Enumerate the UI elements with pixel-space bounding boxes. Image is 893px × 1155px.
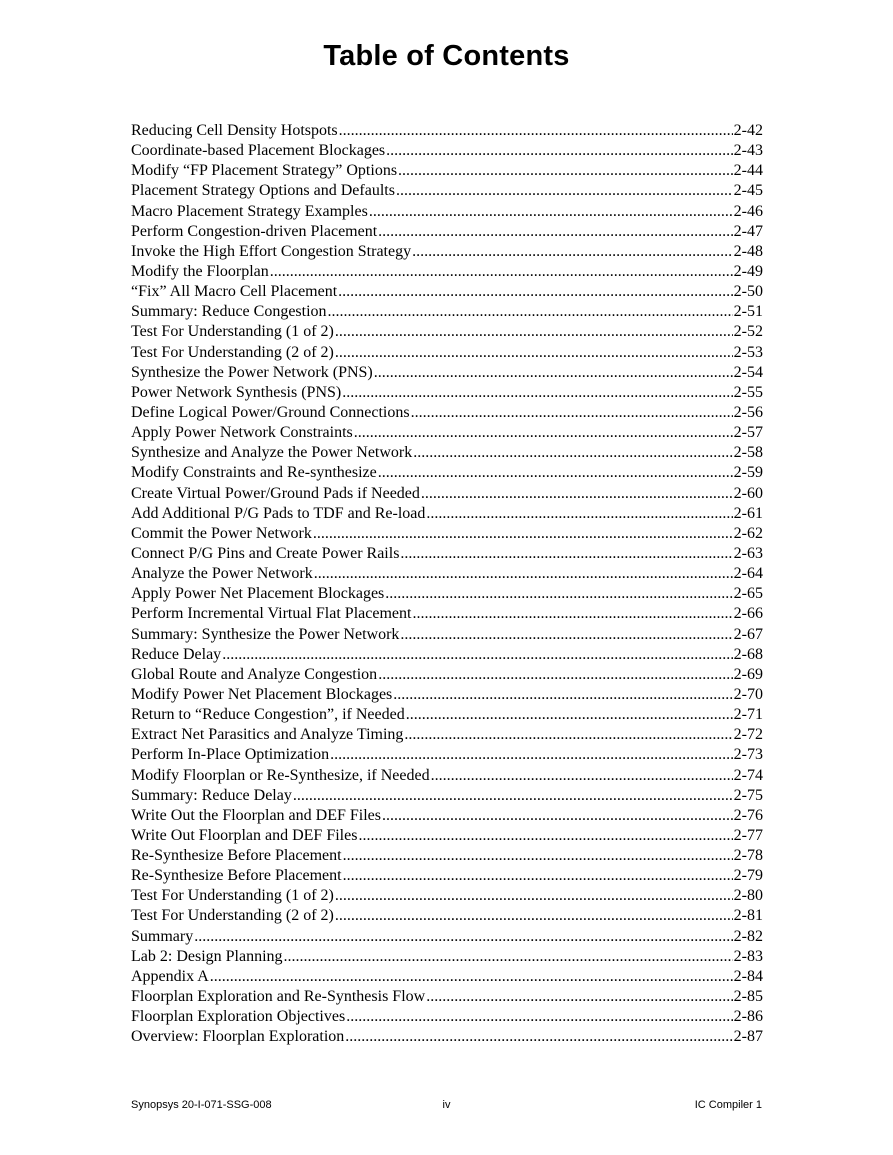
toc-entry[interactable]: [131, 947, 763, 967]
toc-entry[interactable]: [131, 1027, 763, 1047]
toc-entry[interactable]: [131, 423, 763, 443]
toc-entry-label: Synthesize and Analyze the Power Network: [131, 444, 413, 462]
toc-entry[interactable]: [131, 282, 763, 302]
toc-entry-label: Test For Understanding (2 of 2): [131, 343, 334, 361]
toc-entry-label: Return to “Reduce Congestion”, if Needed: [131, 706, 405, 724]
toc-entry-page-number: 2-62: [733, 524, 763, 542]
toc-entry-page-number: 2-52: [733, 323, 763, 341]
toc-dot-leader: [345, 1027, 732, 1047]
toc-entry[interactable]: [131, 645, 763, 665]
toc-entry[interactable]: [131, 826, 763, 846]
toc-entry[interactable]: [131, 685, 763, 705]
toc-dot-leader: [382, 806, 733, 826]
toc-entry-label: Summary: Reduce Congestion: [131, 303, 327, 321]
toc-entry-label: Connect P/G Pins and Create Power Rails: [131, 544, 400, 562]
toc-dot-leader: [284, 947, 733, 967]
toc-entry[interactable]: [131, 322, 763, 342]
toc-entry-page-number: 2-81: [733, 907, 763, 925]
toc-entry[interactable]: [131, 604, 763, 624]
toc-entry-label: Macro Placement Strategy Examples: [131, 202, 368, 220]
toc-entry-page-number: 2-64: [733, 565, 763, 583]
toc-entry-page-number: 2-51: [733, 303, 763, 321]
toc-entry-label: Apply Power Net Placement Blockages: [131, 585, 385, 603]
toc-entry-page-number: 2-84: [733, 967, 763, 985]
toc-dot-leader: [400, 625, 732, 645]
toc-entry[interactable]: [131, 987, 763, 1007]
toc-dot-leader: [374, 363, 733, 383]
toc-entry[interactable]: [131, 564, 763, 584]
toc-entry-page-number: 2-73: [733, 746, 763, 764]
toc-entry-page-number: 2-75: [733, 786, 763, 804]
toc-dot-leader: [412, 242, 733, 262]
toc-entry-label: Test For Understanding (1 of 2): [131, 887, 334, 905]
toc-entry[interactable]: [131, 242, 763, 262]
toc-dot-leader: [335, 343, 733, 363]
toc-entry-page-number: 2-65: [733, 585, 763, 603]
toc-dot-leader: [369, 202, 733, 222]
toc-entry-label: Add Additional P/G Pads to TDF and Re-load: [131, 504, 426, 522]
toc-entry-page-number: 2-86: [733, 1008, 763, 1026]
toc-dot-leader: [385, 584, 732, 604]
toc-dot-leader: [314, 564, 733, 584]
toc-dot-leader: [335, 886, 733, 906]
toc-dot-leader: [386, 141, 733, 161]
toc-entry-page-number: 2-74: [733, 766, 763, 784]
page-title: Table of Contents: [323, 40, 570, 72]
toc-entry[interactable]: [131, 141, 763, 161]
toc-entry-label: Invoke the High Effort Congestion Strategy: [131, 242, 412, 260]
toc-entry-page-number: 2-42: [733, 122, 763, 139]
toc-dot-leader: [378, 463, 733, 483]
toc-entry[interactable]: [131, 403, 763, 423]
toc-entry-label: Reduce Delay: [131, 645, 222, 663]
toc-dot-leader: [426, 504, 732, 524]
toc-dot-leader: [210, 967, 733, 987]
toc-entry[interactable]: [131, 866, 763, 886]
toc-entry[interactable]: [131, 121, 763, 141]
toc-entry[interactable]: [131, 725, 763, 745]
toc-entry[interactable]: [131, 766, 763, 786]
toc-entry-page-number: 2-71: [733, 706, 763, 724]
toc-entry-label: Floorplan Exploration and Re-Synthesis Flow: [131, 988, 426, 1006]
toc-entry-label: Perform Incremental Virtual Flat Placement: [131, 605, 412, 623]
footer-page-number: iv: [442, 1099, 451, 1111]
toc-dot-leader: [342, 383, 732, 403]
toc-entry-label: Analyze the Power Network: [131, 565, 313, 583]
toc-entry-label: Apply Power Network Constraints: [131, 424, 353, 442]
toc-entry-label: Perform In-Place Optimization: [131, 746, 330, 764]
toc-entry-label: Commit the Power Network: [131, 524, 312, 542]
toc-dot-leader: [396, 181, 733, 201]
toc-entry[interactable]: [131, 584, 763, 604]
toc-entry-label: Summary: Synthesize the Power Network: [131, 625, 400, 643]
toc-entry[interactable]: [131, 443, 763, 463]
toc-entry-page-number: 2-53: [733, 343, 763, 361]
toc-entry[interactable]: [131, 846, 763, 866]
toc-entry-label: Modify Floorplan or Re-Synthesize, if Needed: [131, 766, 430, 784]
toc-entry[interactable]: [131, 161, 763, 181]
toc-entry[interactable]: [131, 262, 763, 282]
toc-entry[interactable]: [131, 524, 763, 544]
toc-entry-label: Power Network Synthesis (PNS): [131, 383, 342, 401]
toc-entry-label: Summary: Reduce Delay: [131, 786, 292, 804]
toc-entry-page-number: 2-45: [733, 182, 763, 200]
toc-entry[interactable]: [131, 745, 763, 765]
toc-entry-page-number: 2-47: [733, 222, 763, 240]
toc-dot-leader: [338, 282, 733, 302]
toc-entry-label: Test For Understanding (2 of 2): [131, 907, 334, 925]
toc-entry[interactable]: [131, 625, 763, 645]
footer-document-id: Synopsys 20-I-071-SSG-008: [131, 1099, 272, 1111]
toc-dot-leader: [335, 906, 733, 926]
toc-entry-label: Modify “FP Placement Strategy” Options: [131, 162, 398, 180]
toc-dot-leader: [330, 745, 733, 765]
toc-entry[interactable]: [131, 363, 763, 383]
toc-dot-leader: [293, 786, 733, 806]
toc-dot-leader: [222, 645, 732, 665]
toc-entry-label: Modify the Floorplan: [131, 262, 269, 280]
toc-entry-page-number: 2-76: [733, 806, 763, 824]
toc-entry-page-number: 2-79: [733, 867, 763, 885]
toc-entry-page-number: 2-56: [733, 403, 763, 421]
toc-entry[interactable]: [131, 504, 763, 524]
toc-entry[interactable]: [131, 202, 763, 222]
toc-entry-label: Write Out the Floorplan and DEF Files: [131, 806, 381, 824]
toc-entry-page-number: 2-66: [733, 605, 763, 623]
toc-entry-page-number: 2-87: [733, 1028, 763, 1046]
toc-dot-leader: [413, 443, 732, 463]
toc-entry-page-number: 2-55: [733, 383, 763, 401]
toc-entry[interactable]: [131, 705, 763, 725]
toc-dot-leader: [354, 423, 733, 443]
toc-entry-label: Coordinate-based Placement Blockages: [131, 142, 386, 160]
toc-entry-label: Write Out Floorplan and DEF Files: [131, 826, 358, 844]
toc-entry-label: Global Route and Analyze Congestion: [131, 665, 378, 683]
toc-dot-leader: [400, 544, 732, 564]
table-of-contents: [131, 121, 763, 1047]
toc-entry-label: Re-Synthesize Before Placement: [131, 867, 342, 885]
toc-dot-leader: [412, 604, 732, 624]
toc-dot-leader: [270, 262, 733, 282]
toc-entry-label: Reducing Cell Density Hotspots: [131, 122, 338, 139]
toc-entry-label: Create Virtual Power/Ground Pads if Needed: [131, 484, 420, 502]
toc-entry-page-number: 2-49: [733, 262, 763, 280]
toc-entry-label: Floorplan Exploration Objectives: [131, 1008, 346, 1026]
toc-dot-leader: [378, 222, 733, 242]
toc-entry-label: Re-Synthesize Before Placement: [131, 847, 342, 865]
toc-dot-leader: [335, 322, 733, 342]
toc-entry[interactable]: [131, 181, 763, 201]
toc-entry-page-number: 2-48: [733, 242, 763, 260]
toc-entry-page-number: 2-54: [733, 363, 763, 381]
toc-entry-page-number: 2-82: [733, 927, 763, 945]
toc-entry-label: Synthesize the Power Network (PNS): [131, 363, 373, 381]
toc-entry-page-number: 2-78: [733, 847, 763, 865]
toc-entry-page-number: 2-46: [733, 202, 763, 220]
toc-entry-page-number: 2-50: [733, 283, 763, 301]
toc-dot-leader: [358, 826, 732, 846]
toc-entry[interactable]: [131, 383, 763, 403]
toc-entry-page-number: 2-85: [733, 988, 763, 1006]
toc-entry[interactable]: [131, 967, 763, 987]
toc-dot-leader: [343, 866, 733, 886]
toc-entry-label: Lab 2: Design Planning: [131, 947, 283, 965]
toc-dot-leader: [411, 403, 733, 423]
toc-dot-leader: [313, 524, 733, 544]
toc-entry[interactable]: [131, 544, 763, 564]
toc-entry[interactable]: [131, 806, 763, 826]
toc-dot-leader: [343, 846, 733, 866]
toc-dot-leader: [406, 705, 733, 725]
toc-entry-page-number: 2-59: [733, 464, 763, 482]
toc-entry[interactable]: [131, 665, 763, 685]
toc-entry[interactable]: [131, 1007, 763, 1027]
footer-product-name: IC Compiler 1: [694, 1099, 762, 1111]
toc-entry[interactable]: [131, 222, 763, 242]
toc-entry[interactable]: [131, 343, 763, 363]
toc-dot-leader: [339, 121, 733, 141]
toc-dot-leader: [194, 927, 732, 947]
toc-entry-label: Extract Net Parasitics and Analyze Timing: [131, 726, 404, 744]
toc-entry-label: “Fix” All Macro Cell Placement: [131, 283, 338, 301]
toc-entry-page-number: 2-70: [733, 685, 763, 703]
toc-entry-page-number: 2-69: [733, 665, 763, 683]
toc-entry[interactable]: [131, 463, 763, 483]
toc-entry-label: Appendix A: [131, 967, 209, 985]
toc-dot-leader: [346, 1007, 732, 1027]
toc-entry-page-number: 2-61: [733, 504, 763, 522]
toc-entry-page-number: 2-44: [733, 162, 763, 180]
toc-entry-page-number: 2-58: [733, 444, 763, 462]
toc-entry-page-number: 2-43: [733, 142, 763, 160]
toc-entry-label: Overview: Floorplan Exploration: [131, 1028, 345, 1046]
toc-dot-leader: [431, 766, 733, 786]
toc-entry-label: Placement Strategy Options and Defaults: [131, 182, 395, 200]
toc-entry[interactable]: [131, 886, 763, 906]
toc-entry-page-number: 2-83: [733, 947, 763, 965]
toc-entry[interactable]: [131, 302, 763, 322]
toc-entry[interactable]: [131, 786, 763, 806]
toc-entry-label: Perform Congestion-driven Placement: [131, 222, 378, 240]
toc-dot-leader: [378, 665, 732, 685]
toc-entry[interactable]: [131, 906, 763, 926]
toc-entry-page-number: 2-60: [733, 484, 763, 502]
toc-dot-leader: [426, 987, 732, 1007]
toc-entry[interactable]: [131, 484, 763, 504]
toc-entry-page-number: 2-68: [733, 645, 763, 663]
toc-entry-label: Modify Constraints and Re-synthesize: [131, 464, 377, 482]
toc-dot-leader: [328, 302, 733, 322]
toc-entry-page-number: 2-57: [733, 424, 763, 442]
toc-dot-leader: [393, 685, 732, 705]
toc-entry-page-number: 2-67: [733, 625, 763, 643]
toc-entry-page-number: 2-63: [733, 544, 763, 562]
toc-entry-page-number: 2-80: [733, 887, 763, 905]
toc-dot-leader: [421, 484, 733, 504]
toc-entry-label: Define Logical Power/Ground Connections: [131, 403, 410, 421]
toc-entry-page-number: 2-72: [733, 726, 763, 744]
toc-dot-leader: [404, 725, 732, 745]
toc-entry-label: Summary: [131, 927, 194, 945]
toc-entry-label: Test For Understanding (1 of 2): [131, 323, 334, 341]
toc-entry[interactable]: [131, 927, 763, 947]
toc-entry-page-number: 2-77: [733, 826, 763, 844]
toc-entry-label: Modify Power Net Placement Blockages: [131, 685, 393, 703]
toc-dot-leader: [398, 161, 733, 181]
